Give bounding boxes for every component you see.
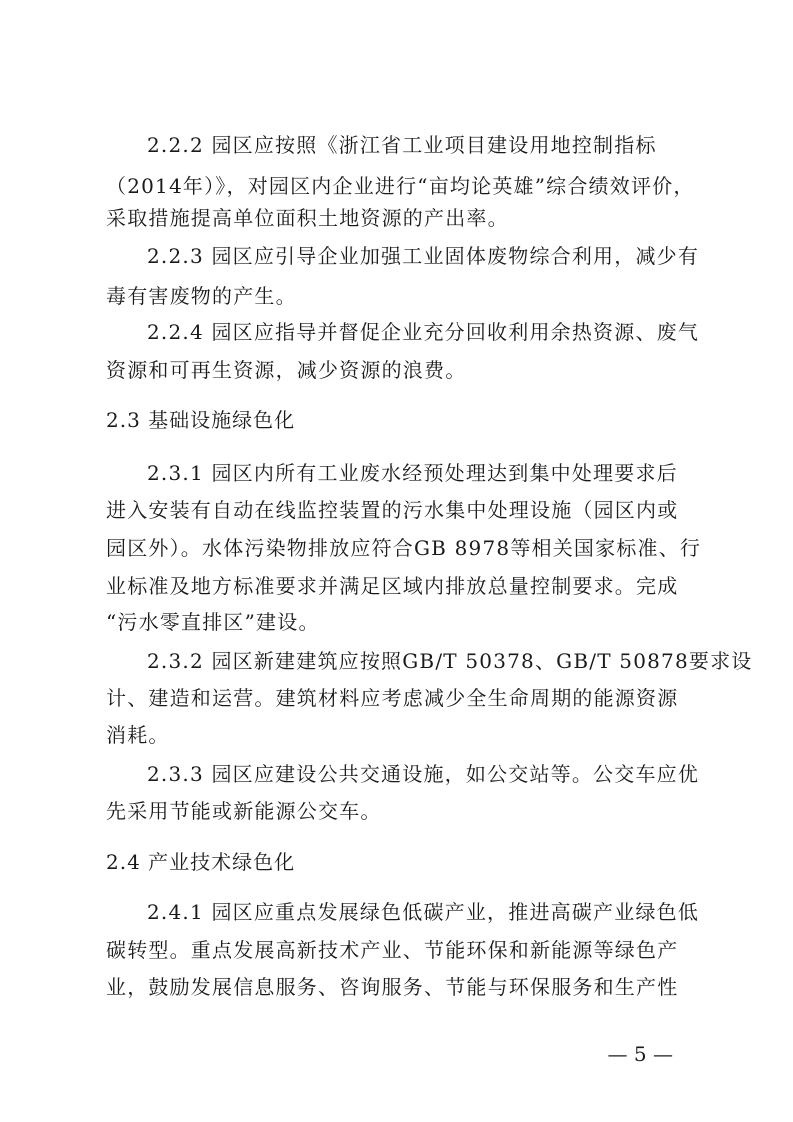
paragraph-2-3-1-line-2: 进入安装有自动在线监控装置的污水集中处理设施（园区内或 [106, 498, 679, 522]
paragraph-2-2-2-line-1: 2.2.2 园区应按照《浙江省工业项目建设用地控制指标 [147, 133, 657, 157]
paragraph-2-3-1-line-3: 园区外）。水体污染物排放应符合GB 8978等相关国家标准、行 [106, 536, 702, 560]
paragraph-2-3-1-line-1: 2.3.1 园区内所有工业废水经预处理达到集中处理要求后 [147, 461, 678, 485]
paragraph-2-2-3-line-1: 2.2.3 园区应引导企业加强工业固体废物综合利用，减少有 [147, 244, 700, 268]
paragraph-2-2-4-line-2: 资源和可再生资源，减少资源的浪费。 [106, 358, 467, 382]
paragraph-2-2-2-line-3: 采取措施提高单位面积土地资源的产出率。 [106, 206, 509, 230]
paragraph-2-3-2-line-2: 计、建造和运营。建筑材料应考虑减少全生命周期的能源资源 [106, 686, 679, 710]
paragraph-2-3-3-line-2: 先采用节能或新能源公交车。 [106, 799, 382, 823]
section-heading-2-3: 2.3 基础设施绿色化 [106, 408, 296, 432]
paragraph-2-2-2-line-2: （2014年）》，对园区内企业进行“亩均论英雄”综合绩效评价， [106, 174, 695, 198]
paragraph-2-4-1-line-3: 业，鼓励发展信息服务、咨询服务、节能与环保服务和生产性 [106, 975, 679, 999]
page-number: — 5 — [607, 1042, 673, 1066]
paragraph-2-3-1-line-4: 业标准及地方标准要求并满足区域内排放总量控制要求。完成 [106, 574, 679, 598]
paragraph-2-3-1-line-5: “污水零直排区”建设。 [106, 610, 320, 634]
paragraph-2-2-4-line-1: 2.2.4 园区应指导并督促企业充分回收利用余热资源、废气 [147, 320, 700, 344]
paragraph-2-2-3-line-2: 毒有害废物的产生。 [106, 284, 297, 308]
paragraph-2-3-2-line-3: 消耗。 [106, 723, 170, 747]
paragraph-2-3-3-line-1: 2.3.3 园区应建设公共交通设施，如公交站等。公交车应优 [147, 762, 700, 786]
paragraph-2-4-1-line-1: 2.4.1 园区应重点发展绿色低碳产业，推进高碳产业绿色低 [147, 900, 700, 924]
paragraph-2-3-2-line-1: 2.3.2 园区新建建筑应按照GB/T 50378、GB/T 50878要求设 [147, 649, 753, 673]
section-heading-2-4: 2.4 产业技术绿色化 [106, 850, 296, 874]
paragraph-2-4-1-line-2: 碳转型。重点发展高新技术产业、节能环保和新能源等绿色产 [106, 938, 679, 962]
